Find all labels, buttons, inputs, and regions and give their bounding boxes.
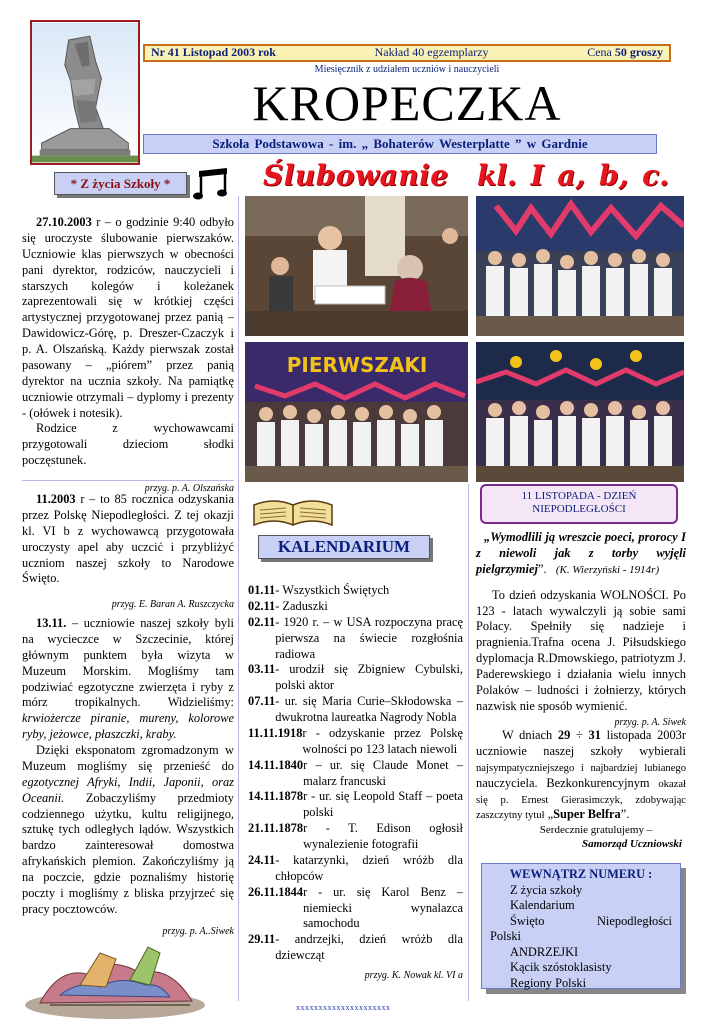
inside-item: Święto Niepodległości: [510, 913, 672, 928]
calendar-item: 02.11 - 1920 r. – w USA rozpoczyna pracę pierwsza na świecie rozgłośnia radiowa: [248, 614, 463, 661]
inside-item: Polski: [490, 929, 521, 943]
independence-article: „Wymodlili ją wreszcie poeci, prorocy I z niewoli jak z torby wyjęli pielgrzymiej”. (K. Wierzyński - 1914r) To dzień odzyskania WOLNOŚCI. Po 123 - latach wywalczyli ją sobie sami Polacy. Spełniły się nadzieje i pragnienia.Trafna ocena J. Piłsudskiego dyplomacja R.Dmowskiego, patriotyzm J. Paderewskiego i działania wielu innych Polaków – ludności i żołnierzy, których nazwisk nie sposób wymienić. przyg. p. A. Siwek: [476, 530, 686, 728]
inside-item: Kącik szóstoklasisty: [510, 960, 612, 974]
article-assembly-date: 11.2003: [36, 492, 76, 506]
independence-day-box: [480, 484, 678, 524]
calendar-list: [248, 583, 463, 983]
photo-oath-ceremony: [245, 196, 468, 336]
calendar-item: 26.11.1844 r - ur. się Karol Benz – niemiecki wynalazca samochodu: [248, 884, 463, 931]
calendar-item: 01.11 - Wszystkich Świętych: [248, 583, 390, 597]
article-trip-p2a: Dzięki eksponatom zgromadzonym w Muzeum mogliśmy się przenieść do: [22, 743, 234, 773]
article-oath-date: 27.10.2003: [36, 215, 92, 229]
photo-first-graders-1: [476, 196, 684, 336]
inside-item: Regiony Polski: [510, 975, 587, 990]
photo-banner-text: PIERWSZAKI: [286, 353, 428, 377]
headline-classes: kl. I a, b, c.: [477, 159, 669, 192]
article-oath: [22, 215, 234, 496]
article-trip-text: – uczniowie naszej szkoły byli na wycieczce w Szczecinie, której głównym punktem była wizyta w Muzeum Morskim. Mogliśmy tam podziwiać egzotyczne zwierzęta i ryby z mórz tropikalnych. Widzieliśmy:: [22, 616, 234, 710]
music-note-icon: [193, 165, 231, 207]
inside-issue-box: [481, 863, 681, 989]
article-assembly-text: r – to 85 rocznica odzyskania przez Polskę Niepodległości. Z tej okazji kl. VI b z wychowawcą przygotowała uroczysty apel aby uczcić i przybliżyć uczniom naszej szkoły to Narodowe Święto.: [22, 492, 234, 586]
inside-item: ANDRZEJKI: [510, 944, 579, 959]
issue-number: Nr 41 Listopad 2003 rok: [151, 45, 276, 60]
photo-first-graders-2: [476, 342, 684, 482]
westerplatte-monument-logo: [30, 20, 140, 165]
article-trip-p2-italic: egzotycznej Afryki, Indii, Japonii, oraz Oceanii.: [22, 774, 234, 805]
article-assembly-signature: przyg. E. Baran A. Ruszczycka: [111, 599, 234, 611]
calendar-item: 02.11 - Zaduszki: [248, 598, 328, 613]
inside-issue-header: WEWNĄTRZ NUMERU :: [509, 867, 653, 881]
column-divider-left: [238, 196, 239, 1001]
independence-box-line1: 11 LISTOPADA - DZIEŃ: [521, 490, 637, 502]
calendar-signature: przyg. K. Nowak kl. VI a: [364, 970, 463, 981]
photo-first-graders-banner: [245, 342, 468, 482]
article-oath-text2: Rodzice z wychowawcami przygotowali dzieciom słodki poczęstunek.: [22, 421, 234, 468]
congrats-signature: Samorząd Uczniowski: [582, 838, 682, 851]
article-independence-assembly: [22, 492, 234, 612]
super-teacher-article: W dniach 29 ÷ 31 listopada 2003r uczniowie naszej szkoły wybierali najsympatyczniejszego i najbardziej lubianego nauczyciela. Bezkonkurencyjnym okazał się p. Ernest Gierasimczyk, zdobywając zaszczytny tytuł „Super Belfra”. Serdecznie gratulujemy – Samorząd Uczniowski: [476, 728, 686, 851]
headline-main: Ślubowanie: [263, 159, 449, 192]
super-teacher-title: Super Belfra: [553, 807, 621, 822]
calendar-item: 14.11.1840 r – ur. się Claude Monet – malarz francuski: [248, 757, 463, 788]
newspaper-title: KROPECZKA: [252, 75, 562, 131]
school-name-bar: Szkoła Podstawowa - im. „ Bohaterów Westerplatte ” w Gardnie: [143, 134, 657, 154]
price: Cena 50 groszy: [587, 45, 663, 60]
separator-x-line: xxxxxxxxxxxxxxxxxxxxx: [296, 1003, 391, 1012]
masthead-subtitle: Miesięcznik z udziałem uczniów i nauczycieli: [314, 64, 500, 75]
independence-quote-source: (K. Wierzyński - 1914r): [555, 563, 660, 576]
calendar-item: 11.11.1918 r - odzyskanie przez Polskę wolności po 123 latach niewoli: [248, 725, 463, 756]
article-trip-p2b: Zobaczyliśmy przedmioty codziennego użytku, kultu religijnego, sztukę tych odległych lądów. Wszystkich bardzo zainteresował domostwa afrykańskich plemion. Zakończyliśmy ją na poczcie, gdzie poznaliśmy historię poczty i mogliśmy z bliska przyjrzeć się pracy pocztowców.: [22, 790, 234, 916]
circulation: Nakład 40 egzemplarzy: [374, 45, 489, 60]
calendar-item: 29.11 - andrzejki, dzień wróżb dla dziewcząt: [248, 932, 463, 963]
independence-box-line2: NIEPODLEGŁOŚCI: [532, 503, 626, 516]
issue-info-bar: [143, 44, 671, 62]
independence-signature: przyg. p. A. Siwek: [614, 716, 686, 728]
article-trip-signature: przyg. p. A..Siwek: [162, 925, 234, 937]
article-oath-signature: przyg. p. A. Olszańska: [144, 483, 234, 494]
inside-item: Kalendarium: [510, 898, 575, 912]
article-trip: [22, 616, 234, 938]
calendar-item: 03.11 - urodził się Zbigniew Cybulski, polski aktor: [248, 662, 463, 693]
calendar-item: 21.11.1878 r - T. Edison ogłosił wynalezienie fotografii: [248, 821, 463, 851]
clothes-pile-illustration: [20, 925, 210, 1020]
column-divider-right: [468, 484, 469, 1001]
article-trip-date: 13.11.: [36, 616, 67, 630]
article-oath-text: r – o godzinie 9:40 odbyło się uroczyste ślubowanie pierwszaków. Uczniowie klas pierwszych w obecności pani dyrektor, rodziców, nauczycieli i starszych kolegów i koleżanek zaprezentowali się w krótkiej części artystycznej przygotowanej przez panią – Dawidowicz-Górę, p. Dreszer-Czaczyk i p. A. Olszańską. Każdy pierwszak został pasowany – „piórem” przez panią dyrektor na ucznia szkoły. Na pamiątkę uczniowie otrzymali – dyplomy i prezenty - (ołówek i notesik).: [22, 215, 234, 420]
calendar-title-box: KALENDARIUM: [258, 535, 430, 559]
calendar-item: 07.11 - ur. się Maria Curie–Skłodowska – dwukrotna laureatka Nagrody Nobla: [248, 694, 463, 724]
calendar-item: 14.11.1878 r - ur. się Leopold Staff – poeta polski: [248, 789, 463, 820]
independence-quote: „Wymodlili ją wreszcie poeci, prorocy I z niewoli jak z torby wyjęli pielgrzymiej: [476, 530, 686, 576]
article-trip-italic: krwiożercze piranie, mureny, kolorowe ryby, jeżowce, płaszczki, kraby.: [22, 711, 234, 742]
calendar-item: 24.11 - katarzynki, dzień wróżb dla chłopców: [248, 852, 463, 883]
congrats-text: Serdecznie gratulujemy –: [539, 824, 653, 837]
independence-text: To dzień odzyskania WOLNOŚCI. Po 123 - latach wywalczyli ją sobie sami Polacy. Spełniły się nadzieje i pragnienia.Trafna ocena J. Piłsudskiego dyplomacja R.Dmowskiego, patriotyzm J. Paderewskiego i działania wielu innych Polaków – ludności i żołnierzy, których nazwisk nie sposób wymienić.: [476, 587, 686, 713]
open-book-icon: [250, 495, 336, 531]
section-label-box: * Z życia Szkoły *: [54, 172, 187, 195]
inside-item: Z życia szkoły: [510, 882, 583, 897]
